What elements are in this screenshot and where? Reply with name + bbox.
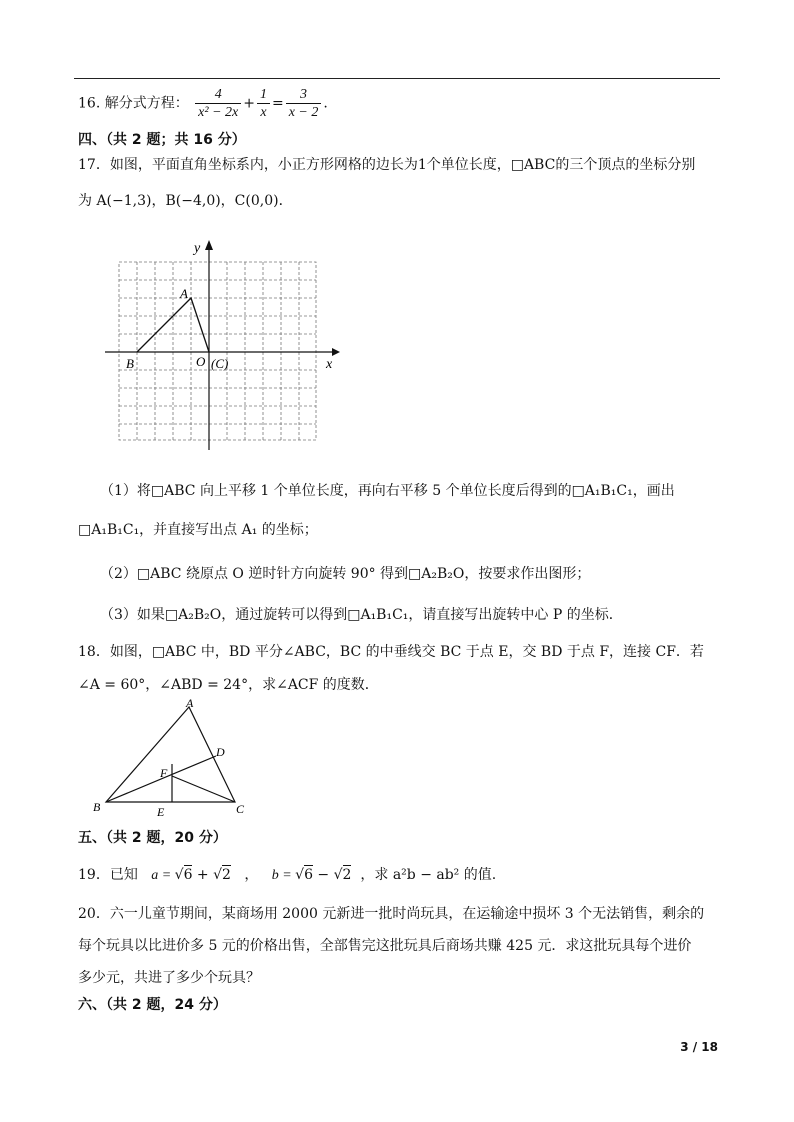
q18-line-1: 18．如图，□ABC 中，BD 平分∠ABC，BC 的中垂线交 BC 于点 E，交 BD 于点 F，连接 CF．若: [78, 644, 704, 660]
q20-line-3: 多少元，共进了多少个玩具？: [78, 970, 260, 986]
point-f-label: F: [160, 766, 168, 780]
q17-line-1: 17．如图，平面直角坐标系内，小正方形网格的边长为1个单位长度，□ABC的三个顶点的坐标分别: [78, 157, 696, 173]
page-number: 3 / 18: [680, 1040, 718, 1054]
section-6-heading: 六、（共 2 题，24 分）: [78, 997, 227, 1013]
point-c-label: (C): [211, 356, 229, 371]
point-c-label: C: [236, 802, 245, 816]
point-b-label: B: [126, 356, 134, 371]
point-b-label: B: [93, 800, 101, 814]
question-19: 19．已知 a = √6 + √2 ， b = √6 − √2 ，求 a²b − ab² 的值.: [78, 867, 497, 883]
q17-coordinate-figure: [100, 238, 340, 452]
q20-line-1: 20．六一儿童节期间，某商场用 2000 元新进一批时尚玩具，在运输途中损坏 3 个无法销售，剩余的: [78, 906, 705, 922]
question-16: 16. 解分式方程： $\frac{4}{\text{x² − 2x}}$ + $\frac{1}{x}$ = $\frac{3}{x - 2}$ .: [78, 87, 328, 120]
grid: [119, 262, 316, 440]
q17-line-2: 为 A(−1,3)，B(−4,0)，C(0,0)．: [78, 193, 293, 209]
axes: [105, 244, 332, 450]
q17-part-2: （2）□ABC 绕原点 O 逆时针方向旋转 90° 得到□A₂B₂O，按要求作出图形；: [100, 566, 591, 582]
q16-number: 16.: [78, 95, 101, 112]
q18-line-2: ∠A = 60°，∠ABD = 24°，求∠ACF 的度数．: [78, 677, 379, 693]
segment-cf: [172, 776, 235, 802]
section-4-heading: 四、（共 2 题；共 16 分）: [78, 132, 246, 148]
q16-text: 解分式方程：: [104, 95, 189, 112]
q16-fraction-1: $\frac{4}{\text{x² − 2x}}$: [195, 86, 241, 121]
q16-fraction-3: $\frac{3}{x - 2}$: [286, 86, 322, 121]
header-rule: [74, 78, 720, 79]
x-axis-arrow: [332, 348, 340, 356]
y-axis-label: y: [194, 241, 201, 256]
section-5-heading: 五、（共 2 题，20 分）: [78, 830, 227, 846]
q20-line-2: 每个玩具以比进价多 5 元的价格出售，全部售完这批玩具后商场共赚 425 元．求这批玩具每个进价: [78, 938, 692, 954]
q17-part-1b: □A₁B₁C₁，并直接写出点 A₁ 的坐标；: [78, 522, 318, 538]
y-axis-arrow: [205, 240, 213, 250]
q17-part-3: （3）如果□A₂B₂O，通过旋转可以得到□A₁B₁C₁，请直接写出旋转中心 P 的坐标．: [100, 607, 623, 623]
q16-fraction-2: $\frac{1}{x}$: [257, 86, 270, 121]
point-e-label: E: [157, 805, 165, 819]
q17-part-1a: （1）将□ABC 向上平移 1 个单位长度，再向右平移 5 个单位长度后得到的□A₁B₁C₁，画出: [100, 483, 675, 499]
x-axis-label: x: [326, 357, 333, 372]
point-d-label: D: [216, 745, 225, 759]
point-o-label: O: [196, 354, 206, 369]
q18-triangle-figure: [90, 696, 260, 822]
point-a-label: A: [186, 696, 194, 710]
point-a-label: A: [180, 286, 188, 301]
